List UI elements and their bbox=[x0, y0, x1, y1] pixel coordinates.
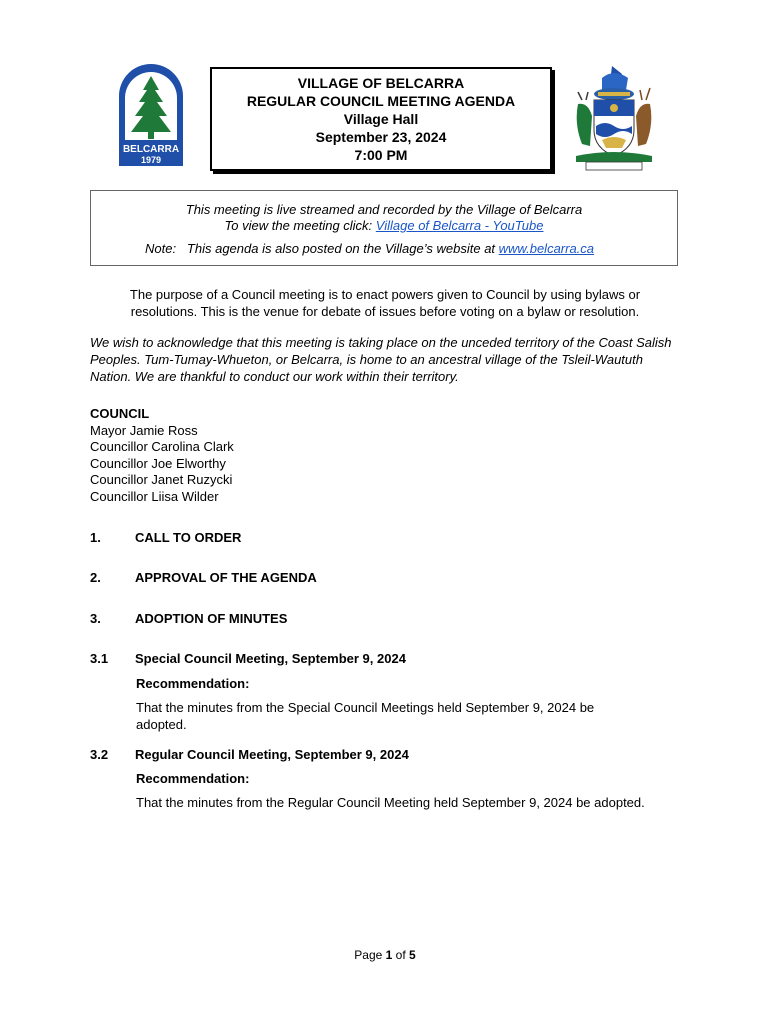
item-number: 2. bbox=[90, 570, 101, 585]
note-text: This agenda is also posted on the Village’s website at bbox=[186, 241, 499, 256]
purpose-paragraph: The purpose of a Council meeting is to enact powers given to Council by using bylaws or resolutions. This is the venue for debate of issues before voting on a bylaw or resolution. bbox=[129, 287, 641, 319]
item-label: CALL TO ORDER bbox=[135, 530, 242, 545]
livestream-notice bbox=[90, 190, 678, 266]
item-number: 3.1 bbox=[90, 651, 109, 666]
title-box bbox=[210, 67, 552, 171]
note-label: Note: bbox=[145, 241, 177, 256]
youtube-prefix: To view the meeting click: bbox=[224, 218, 376, 233]
recommendation-heading: Recommendation: bbox=[136, 771, 250, 786]
recommendation-text: That the minutes from the Special Council Meetings held September 9, 2024 be adopted. bbox=[136, 700, 595, 732]
page-number: Page 1 of 5 bbox=[354, 948, 416, 962]
meeting-date: September 23, 2024 bbox=[315, 129, 447, 145]
item-label: Special Council Meeting, September 9, 2024 bbox=[135, 651, 406, 666]
council-member: Councillor Janet Ruzycki bbox=[90, 472, 233, 487]
land-acknowledgement: We wish to acknowledge that this meeting is taking place on the unceded territory of the Coast Salish Peoples. Tum-Tumay-Whueton, or Belcarra, is home to an ancestral village of the Tsleil-Waututh Nation. We are thankful to conduct our work within their territory. bbox=[90, 335, 672, 384]
council-member: Councillor Carolina Clark bbox=[90, 439, 234, 454]
logo-text: BELCARRA bbox=[122, 144, 180, 155]
recommendation-text: That the minutes from the Regular Council Meeting held September 9, 2024 be adopted. bbox=[136, 795, 645, 810]
total-pages: 5 bbox=[409, 948, 416, 962]
item-label: APPROVAL OF THE AGENDA bbox=[135, 570, 317, 585]
belcarra-logo bbox=[117, 62, 185, 168]
council-member: Councillor Joe Elworthy bbox=[90, 455, 226, 471]
council-member: Councillor Liisa Wilder bbox=[90, 488, 219, 504]
coat-of-arms-icon bbox=[572, 64, 656, 172]
livestream-text: This meeting is live streamed and recorded by the Village of Belcarra bbox=[185, 202, 583, 217]
item-number: 3.2 bbox=[90, 747, 109, 762]
youtube-line bbox=[91, 217, 677, 234]
meeting-location: Village Hall bbox=[343, 111, 419, 127]
item-number: 3. bbox=[90, 611, 101, 626]
item-label: Regular Council Meeting, September 9, 2024 bbox=[135, 747, 409, 762]
recommendation-heading: Recommendation: bbox=[136, 676, 250, 691]
youtube-link[interactable]: Village of Belcarra - YouTube bbox=[375, 218, 544, 233]
website-link[interactable]: www.belcarra.ca bbox=[498, 241, 595, 256]
meeting-type: REGULAR COUNCIL MEETING AGENDA bbox=[246, 93, 516, 109]
meeting-time: 7:00 PM bbox=[354, 147, 408, 163]
item-number: 1. bbox=[90, 530, 101, 545]
village-name: VILLAGE OF BELCARRA bbox=[297, 75, 465, 91]
council-heading: COUNCIL bbox=[90, 406, 150, 421]
item-label: ADOPTION OF MINUTES bbox=[135, 611, 288, 626]
website-note bbox=[145, 240, 594, 257]
council-list bbox=[90, 406, 234, 505]
current-page: 1 bbox=[385, 948, 393, 962]
logo-year: 1979 bbox=[140, 155, 162, 165]
council-member: Mayor Jamie Ross bbox=[90, 422, 198, 438]
